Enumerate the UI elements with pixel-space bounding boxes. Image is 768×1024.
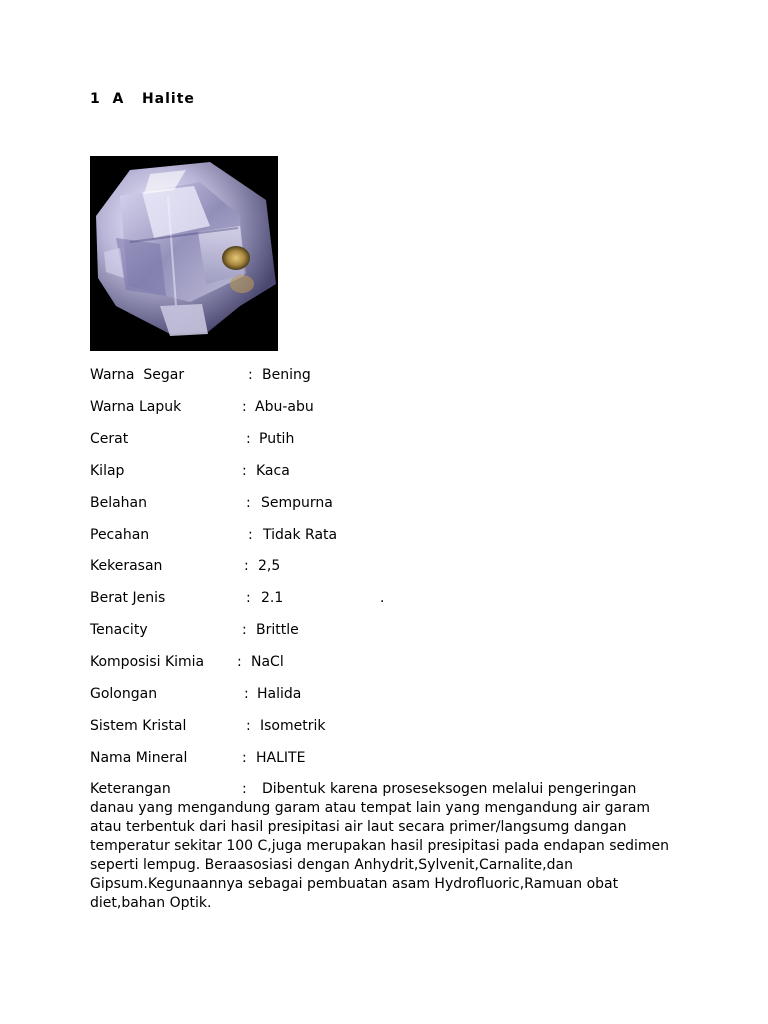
property-value: Bening [262,367,311,383]
property-separator: : [246,717,251,734]
notes-label: Keterangan [90,781,171,797]
halite-crystal-icon [90,156,278,351]
notes-paragraph [90,780,680,913]
property-value: 2,5 [258,558,281,575]
property-separator: : [248,367,253,383]
property-separator: : [248,526,253,543]
property-label: Warna Segar [90,367,185,383]
property-separator: : [242,462,247,479]
property-label: Kekerasan [90,558,163,575]
property-separator: : [242,398,247,415]
property-separator: : [246,430,251,447]
halite-specimen-image [90,156,278,351]
heading-letter: A [112,91,125,107]
property-label: Tenacity [90,622,148,639]
property-label: Golongan [90,686,158,702]
property-separator: : [237,654,242,671]
property-value: Sempurna [261,494,333,511]
heading-name: Halite [141,91,195,107]
property-label: Nama Mineral [90,749,188,766]
notes-separator: : [242,781,247,797]
property-value: Halida [257,686,302,702]
notes-text: Dibentuk karena proseseksogen melalui pengeringan danau yang mengandung garam atau tempat lain yang mengandung air garam atau terbentuk dari hasil presipitasi air laut secara primer/langsumg dangan temperatur sekitar 100 C,juga merupakan hasil presipitasi pada endapan sedimen seperti lempug. Beraasosiasi dengan Anhydrit,Sylvenit,Carnalite,dan Gipsum.Kegunaannya sebagai pembuatan asam Hydrofluoric,Ramuan obat diet,bahan Optik. [90,781,670,911]
property-value: 2.1 [261,590,284,607]
property-separator: : [246,494,251,511]
property-trailing-mark: . [380,590,385,607]
property-value: Kaca [256,462,290,479]
property-label: Berat Jenis [90,590,166,607]
property-value: Isometrik [260,717,326,734]
property-separator: : [242,622,247,639]
property-separator: : [246,590,251,607]
property-label: Kilap [90,462,125,479]
property-separator: : [244,686,249,702]
property-label: Cerat [90,430,129,447]
property-separator: : [244,558,249,575]
mineral-heading [90,91,195,107]
property-value: Tidak Rata [263,526,338,543]
property-separator: : [242,749,247,766]
property-label: Warna Lapuk [90,398,182,415]
property-value: HALITE [256,749,306,766]
heading-number: 1 [90,91,101,107]
property-value: NaCl [251,654,284,671]
property-label: Belahan [90,494,148,511]
property-label: Pecahan [90,526,150,543]
property-label: Komposisi Kimia [90,654,205,671]
property-value: Abu-abu [255,398,314,415]
property-label: Sistem Kristal [90,717,187,734]
property-value: Brittle [256,622,299,639]
property-value: Putih [259,430,295,447]
